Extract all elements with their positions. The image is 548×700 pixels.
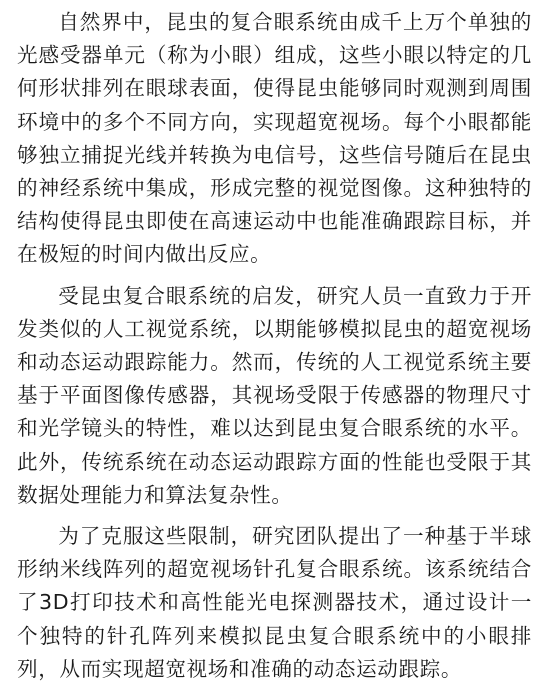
paragraph-insect-compound-eye: 自然界中，昆虫的复合眼系统由成千上万个单独的光感受器单元（称为小眼）组成，这些小眼以特定的几何形状排列在眼球表面，使得昆虫能够同时观测到周围环境中的多个不同方向，实现超宽视场。每个小眼都能够独立捕捉光线并转换为电信号，这些信号随后在昆虫的神经系统中集成，形成完整的视觉图像。这种独特的结构使得昆虫即使在高速运动中也能准确跟踪目标，并在极短的时间内做出反应。 bbox=[17, 10, 532, 267]
paragraph-pinhole-system: 为了克服这些限制，研究团队提出了一种基于半球形纳米线阵列的超宽视场针孔复合眼系统。该系统结合了3D打印技术和高性能光电探测器技术，通过设计一个独特的针孔阵列来模拟昆虫复合眼系统中的小眼排列，从而实现超宽视场和准确的动态运动跟踪。 bbox=[17, 524, 532, 681]
paragraph-artificial-vision: 受昆虫复合眼系统的启发，研究人员一直致力于开发类似的人工视觉系统，以期能够模拟昆虫的超宽视场和动态运动跟踪能力。然而，传统的人工视觉系统主要基于平面图像传感器，其视场受限于传感器的物理尺寸和光学镜头的特性，难以达到昆虫复合眼系统的水平。此外，传统系统在动态运动跟踪方面的性能也受限于其数据处理能力和算法复杂性。 bbox=[17, 283, 532, 507]
